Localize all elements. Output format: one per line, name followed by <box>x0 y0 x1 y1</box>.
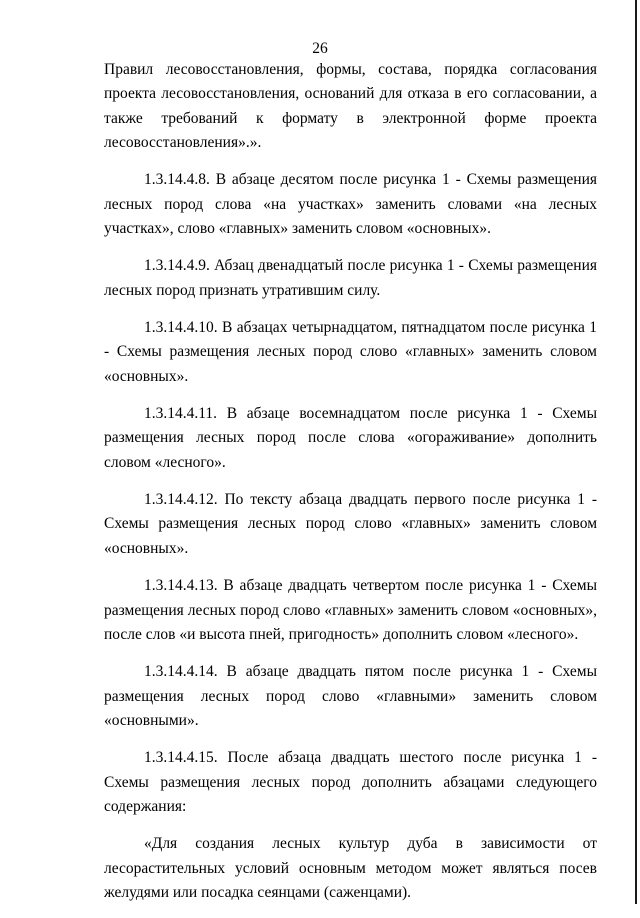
paragraph-1-3-14-4-11: 1.3.14.4.11. В абзаце восемнадцатом после рисунка 1 - Схемы размещения лесных пород после слова «огораживание» дополнить словом «лесного». <box>104 405 597 471</box>
paragraph-1-3-14-4-12: 1.3.14.4.12. По тексту абзаца двадцать первого после рисунка 1 - Схемы размещения лесных пород слово «главных» заменить словом «основных». <box>104 491 597 557</box>
paragraph-1-3-14-4-15: 1.3.14.4.15. После абзаца двадцать шестого после рисунка 1 - Схемы размещения лесных пород дополнить абзацами следующего содержания: <box>104 749 597 815</box>
paragraph-quoted-insertion: «Для создания лесных культур дуба в зависимости от лесорастительных условий основным методом может являться посев желудями или посадка сеянцами (саженцами). <box>104 835 597 901</box>
paragraph-1-3-14-4-8: 1.3.14.4.8. В абзаце десятом после рисунка 1 - Схемы размещения лесных пород слова «на участках» заменить словами «на лесных участках», слово «главных» заменить словом «основных». <box>104 171 597 238</box>
page-number: 26 <box>312 40 328 57</box>
paragraph-1-3-14-4-10: 1.3.14.4.10. В абзацах четырнадцатом, пятнадцатом после рисунка 1 - Схемы размещения лесных пород слово «главных» заменить словом «основных». <box>104 319 597 385</box>
paragraph-1-3-14-4-9: 1.3.14.4.9. Абзац двенадцатый после рисунка 1 - Схемы размещения лесных пород признать утратившим силу. <box>104 257 597 299</box>
document-body <box>104 58 597 918</box>
paragraph-1-3-14-4-14: 1.3.14.4.14. В абзаце двадцать пятом после рисунка 1 - Схемы размещения лесных пород слово «главными» заменить словом «основными». <box>104 663 597 729</box>
paragraph-1-3-14-4-13: 1.3.14.4.13. В абзаце двадцать четвертом после рисунка 1 - Схемы размещения лесных пород слово «главных» заменить словом «основных», после слов «и высота пней, пригодность» дополнить словом «лесного». <box>104 577 597 643</box>
paragraph-continuation: Правил лесовосстановления, формы, состава, порядка согласования проекта лесовосстановления, оснований для отказа в его согласовании, а также требований к формату в электронной форме проекта лесовосстановления».». <box>104 61 597 152</box>
page-edge-shadow <box>635 0 637 904</box>
